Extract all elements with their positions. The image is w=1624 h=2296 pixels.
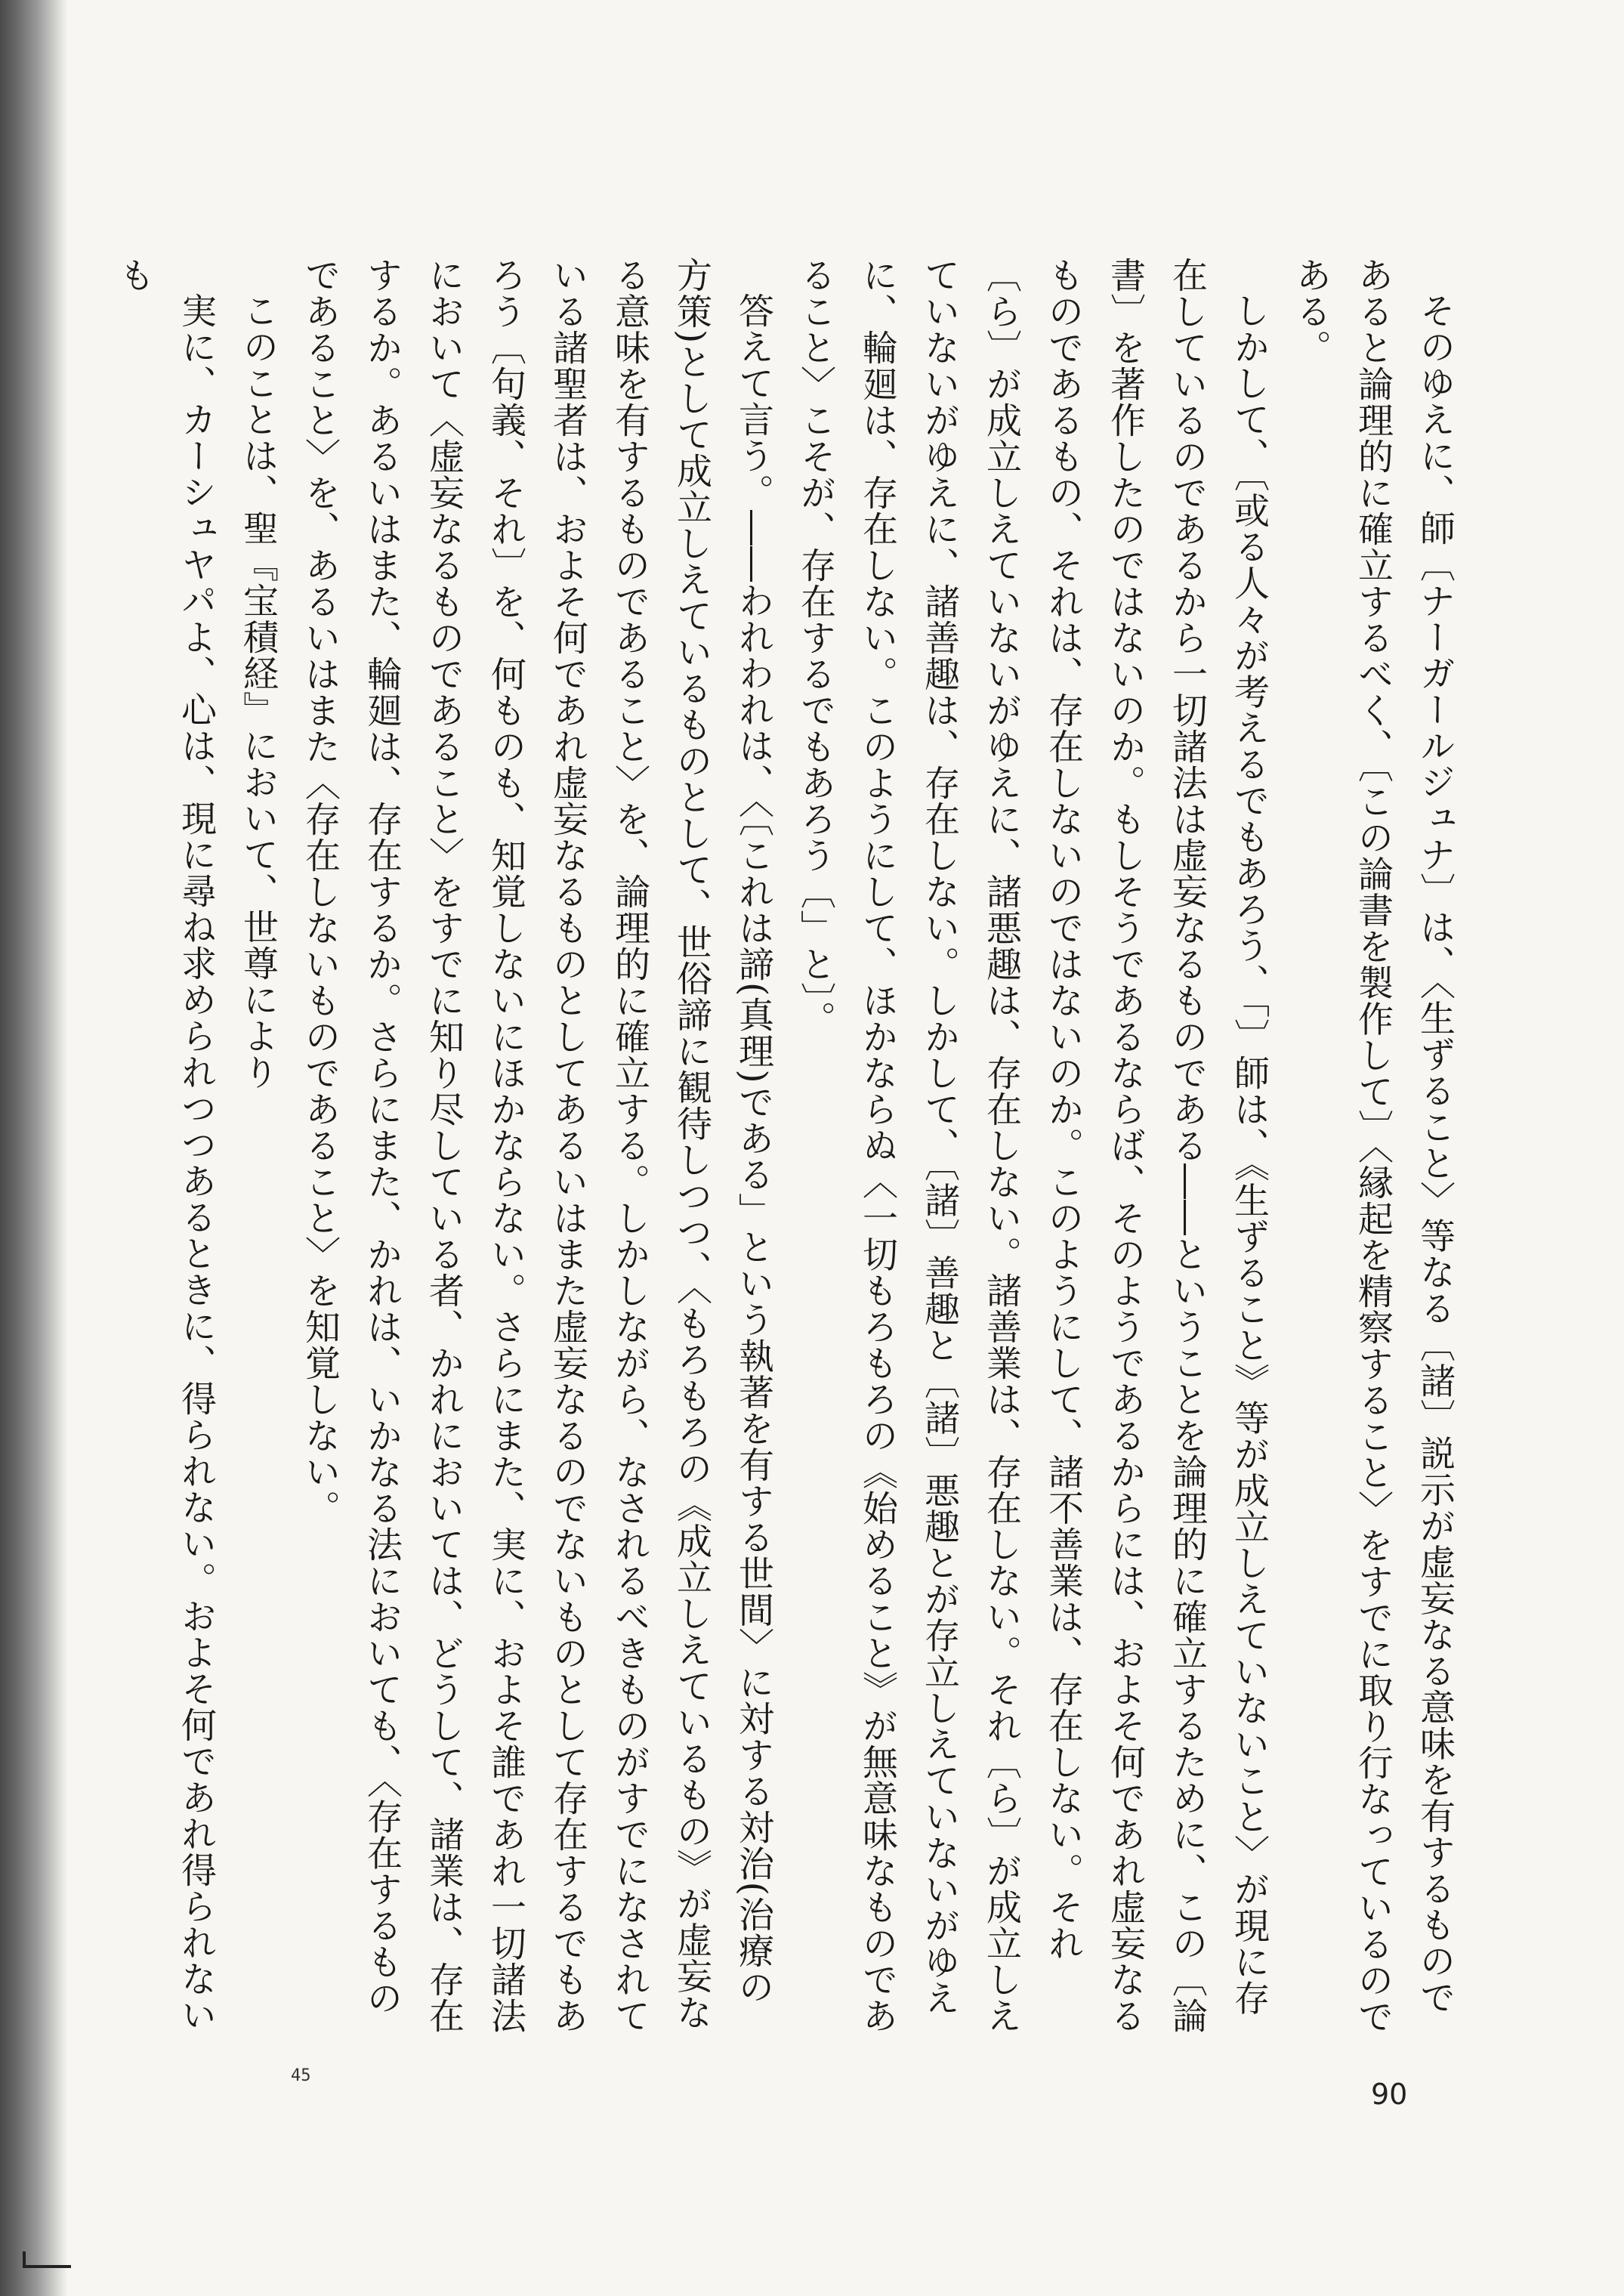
footer-mark: 45 <box>291 2066 311 2085</box>
vertical-text-body <box>113 257 1465 2040</box>
binding-mark <box>23 2251 71 2268</box>
paragraph-4: このことは、聖『宝積経』において、世尊により <box>237 292 279 1090</box>
paragraph-1: そのゆえに、師〔ナーガールジュナ〕は、〈生ずること〉等なる〔諸〕説示が虚妄なる意味を有するものであると論理的に確立するべく、〔この論書を製作して〕〈縁起を精察すること〉をすでに取り行なっているのである。 <box>1290 257 1456 2035</box>
paragraph-2: しかして、〔或る人々が考えるでもあろう、「〕師は、《生ずること》等が成立しえていないこと〉が現に存在しているのであるから一切諸法は虚妄なるものである――ということを論理的に確立するために、この〔論書〕を著作したのではないのか。もしそうであるならば、そのようであるからには、およそ何であれ虚妄なるものであるもの、それは、存在しないのではないのか。このようにして、諸不善業は、存在しない。それ〔ら〕が成立しえていないがゆえに、諸悪趣は、存在しない。諸善業は、存在しない。それ〔ら〕が成立しえていないがゆえに、諸善趣は、存在しない。しかして、〔諸〕善趣と〔諸〕悪趣とが存立しえていないがゆえに、輪廻は、存在しない。このようにして、ほかならぬ〈一切もろもろの《始めること》が無意味なものであること〉こそが、存在するでもあろう〔」と〕。 <box>795 257 1270 2034</box>
scan-shadow-edge <box>0 0 68 2296</box>
page-number: 90 <box>1371 2078 1408 2111</box>
paragraph-5: 実に、カーシュヤパよ、心は、現に尋ね求められつつあるときに、得られない。およそ何であれ得られないも <box>113 257 217 2033</box>
paragraph-3: 答えて言う。――われわれは、〈〔これは諦(真理)である」という執著を有する世間〉に対する対治(治療の方策)として成立しえているものとして、世俗諦に観待しつつ、〈もろもろの《成立しえているもの》が虚妄なる意味を有するものであること〉を、論理的に確立する。しかしながら、なされるべきものがすでになされている諸聖者は、およそ何であれ虚妄なるものとしてあるいはまた虚妄なるのでないものとして存在するでもあろう〔句義、それ〕を、何ものも、知覚しないにほかならない。さらにまた、実に、およそ誰であれ一切諸法において〈虚妄なるものであること〉をすでに知り尽している者、かれにおいては、どうして、諸業は、存在するか。あるいはまた、輪廻は、存在するか。さらにまた、かれは、いかなる法においても、〈存在するものであること〉を、あるいはまた〈存在しないものであること〉を知覚しない。 <box>299 257 774 2034</box>
